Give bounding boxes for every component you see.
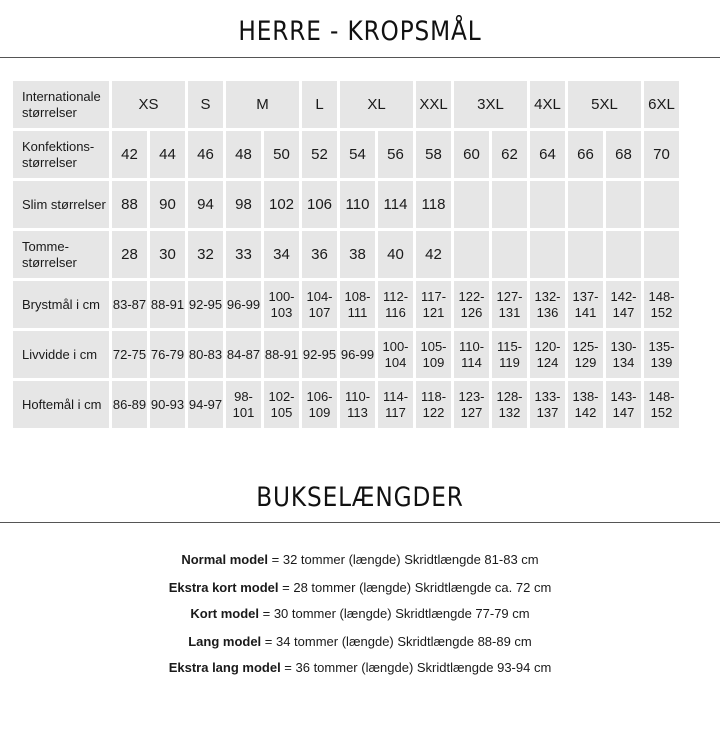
table-cell: 132-136 [530,281,565,328]
table-cell: 88 [112,181,147,228]
table-cell: 42 [112,131,147,178]
table-row [13,331,679,378]
table-cell: 46 [188,131,223,178]
table-cell: 68 [606,131,641,178]
table-cell: 70 [644,131,679,178]
table-cell: 102-105 [264,381,299,428]
table-cell: 84-87 [226,331,261,378]
table-row [13,181,679,228]
size-chart-table [10,78,682,431]
table-cell: 106 [302,181,337,228]
table-cell: 133-137 [530,381,565,428]
row-label: Livvidde i cm [13,331,109,378]
table-cell: 135-139 [644,331,679,378]
table-cell: 102 [264,181,299,228]
size-header-cell: XL [340,81,413,128]
table-cell: 80-83 [188,331,223,378]
table-cell: 130-134 [606,331,641,378]
table-cell: 148-152 [644,381,679,428]
row-label: Slim størrelser [13,181,109,228]
table-cell: 117-121 [416,281,451,328]
body-measurements-title: HERRE - KROPSMÅL [238,16,482,47]
size-header-cell: S [188,81,223,128]
table-cell: 114 [378,181,413,228]
row-label: Konfektions-størrelser [13,131,109,178]
table-cell: 143-147 [606,381,641,428]
model-name: Ekstra kort model [168,580,279,595]
table-cell: 138-142 [568,381,603,428]
table-cell: 122-126 [454,281,489,328]
pant-lengths-title: BUKSELÆNGDER [256,482,464,513]
table-cell: 62 [492,131,527,178]
table-cell: 88-91 [150,281,185,328]
table-cell: 54 [340,131,375,178]
size-header-cell: 5XL [568,81,641,128]
table-cell: 33 [226,231,261,278]
model-name: Ekstra lang model [168,660,281,675]
table-cell: 86-89 [112,381,147,428]
table-cell [530,181,565,228]
row-label: Tomme-størrelser [13,231,109,278]
table-cell [568,181,603,228]
table-row [13,381,679,428]
table-row [13,231,679,278]
size-header-row [13,81,679,128]
table-cell [568,231,603,278]
row-label: Hoftemål i cm [13,381,109,428]
table-cell: 148-152 [644,281,679,328]
title-divider [0,522,720,523]
table-cell: 94 [188,181,223,228]
pant-length-item [0,580,720,595]
model-name: Normal model [181,552,269,567]
row-label: Brystmål i cm [13,281,109,328]
size-header-cell: 4XL [530,81,565,128]
pant-length-item [0,606,720,621]
size-header-cell: L [302,81,337,128]
table-cell: 98 [226,181,261,228]
model-description: = 36 tommer (længde) Skridtlængde 93-94 cm [280,660,552,675]
table-cell: 66 [568,131,603,178]
table-cell: 92-95 [188,281,223,328]
pant-length-item [0,634,720,649]
table-cell: 76-79 [150,331,185,378]
model-description: = 34 tommer (længde) Skridtlængde 88-89 cm [261,634,532,649]
size-header-cell: 6XL [644,81,679,128]
model-name: Kort model [190,606,259,621]
table-cell [492,181,527,228]
size-header-cell: M [226,81,299,128]
size-header-cell: XXL [416,81,451,128]
table-cell: 110 [340,181,375,228]
table-cell: 110-113 [340,381,375,428]
row-label: Internationale størrelser [13,81,109,128]
table-cell: 96-99 [226,281,261,328]
table-cell: 38 [340,231,375,278]
table-cell: 28 [112,231,147,278]
table-cell: 105-109 [416,331,451,378]
table-cell: 32 [188,231,223,278]
table-cell: 36 [302,231,337,278]
table-cell: 40 [378,231,413,278]
pant-length-item [0,660,720,675]
table-cell: 125-129 [568,331,603,378]
title-divider [0,57,720,58]
table-cell: 52 [302,131,337,178]
table-cell: 98-101 [226,381,261,428]
size-header-cell: 3XL [454,81,527,128]
table-cell: 114-117 [378,381,413,428]
table-cell: 112-116 [378,281,413,328]
table-cell: 127-131 [492,281,527,328]
table-cell: 142-147 [606,281,641,328]
table-cell: 100-103 [264,281,299,328]
table-cell: 44 [150,131,185,178]
table-cell: 34 [264,231,299,278]
table-cell: 118-122 [416,381,451,428]
table-cell [454,181,489,228]
table-cell [606,181,641,228]
table-cell: 60 [454,131,489,178]
model-description: = 32 tommer (længde) Skridtlængde 81-83 cm [268,552,539,567]
table-cell: 42 [416,231,451,278]
table-cell: 50 [264,131,299,178]
table-cell: 64 [530,131,565,178]
table-cell: 123-127 [454,381,489,428]
table-cell: 94-97 [188,381,223,428]
table-cell [454,231,489,278]
table-cell: 30 [150,231,185,278]
pant-length-item [0,552,720,567]
table-cell: 120-124 [530,331,565,378]
table-cell [644,231,679,278]
table-cell: 108-111 [340,281,375,328]
table-cell: 90 [150,181,185,228]
table-row [13,131,679,178]
table-cell: 100-104 [378,331,413,378]
table-cell: 110-114 [454,331,489,378]
table-cell: 96-99 [340,331,375,378]
table-cell: 137-141 [568,281,603,328]
table-cell [530,231,565,278]
table-cell: 92-95 [302,331,337,378]
table-cell: 106-109 [302,381,337,428]
table-cell: 128-132 [492,381,527,428]
size-header-cell: XS [112,81,185,128]
model-description: = 30 tommer (længde) Skridtlængde 77-79 cm [259,606,530,621]
table-cell: 83-87 [112,281,147,328]
table-cell: 48 [226,131,261,178]
model-description: = 28 tommer (længde) Skridtlængde ca. 72 cm [278,580,552,595]
table-cell: 115-119 [492,331,527,378]
table-cell: 104-107 [302,281,337,328]
table-row [13,281,679,328]
table-cell: 72-75 [112,331,147,378]
table-cell: 58 [416,131,451,178]
table-cell: 118 [416,181,451,228]
table-cell [492,231,527,278]
table-cell: 90-93 [150,381,185,428]
table-cell [606,231,641,278]
table-cell: 56 [378,131,413,178]
model-name: Lang model [188,634,262,649]
table-cell [644,181,679,228]
table-cell: 88-91 [264,331,299,378]
